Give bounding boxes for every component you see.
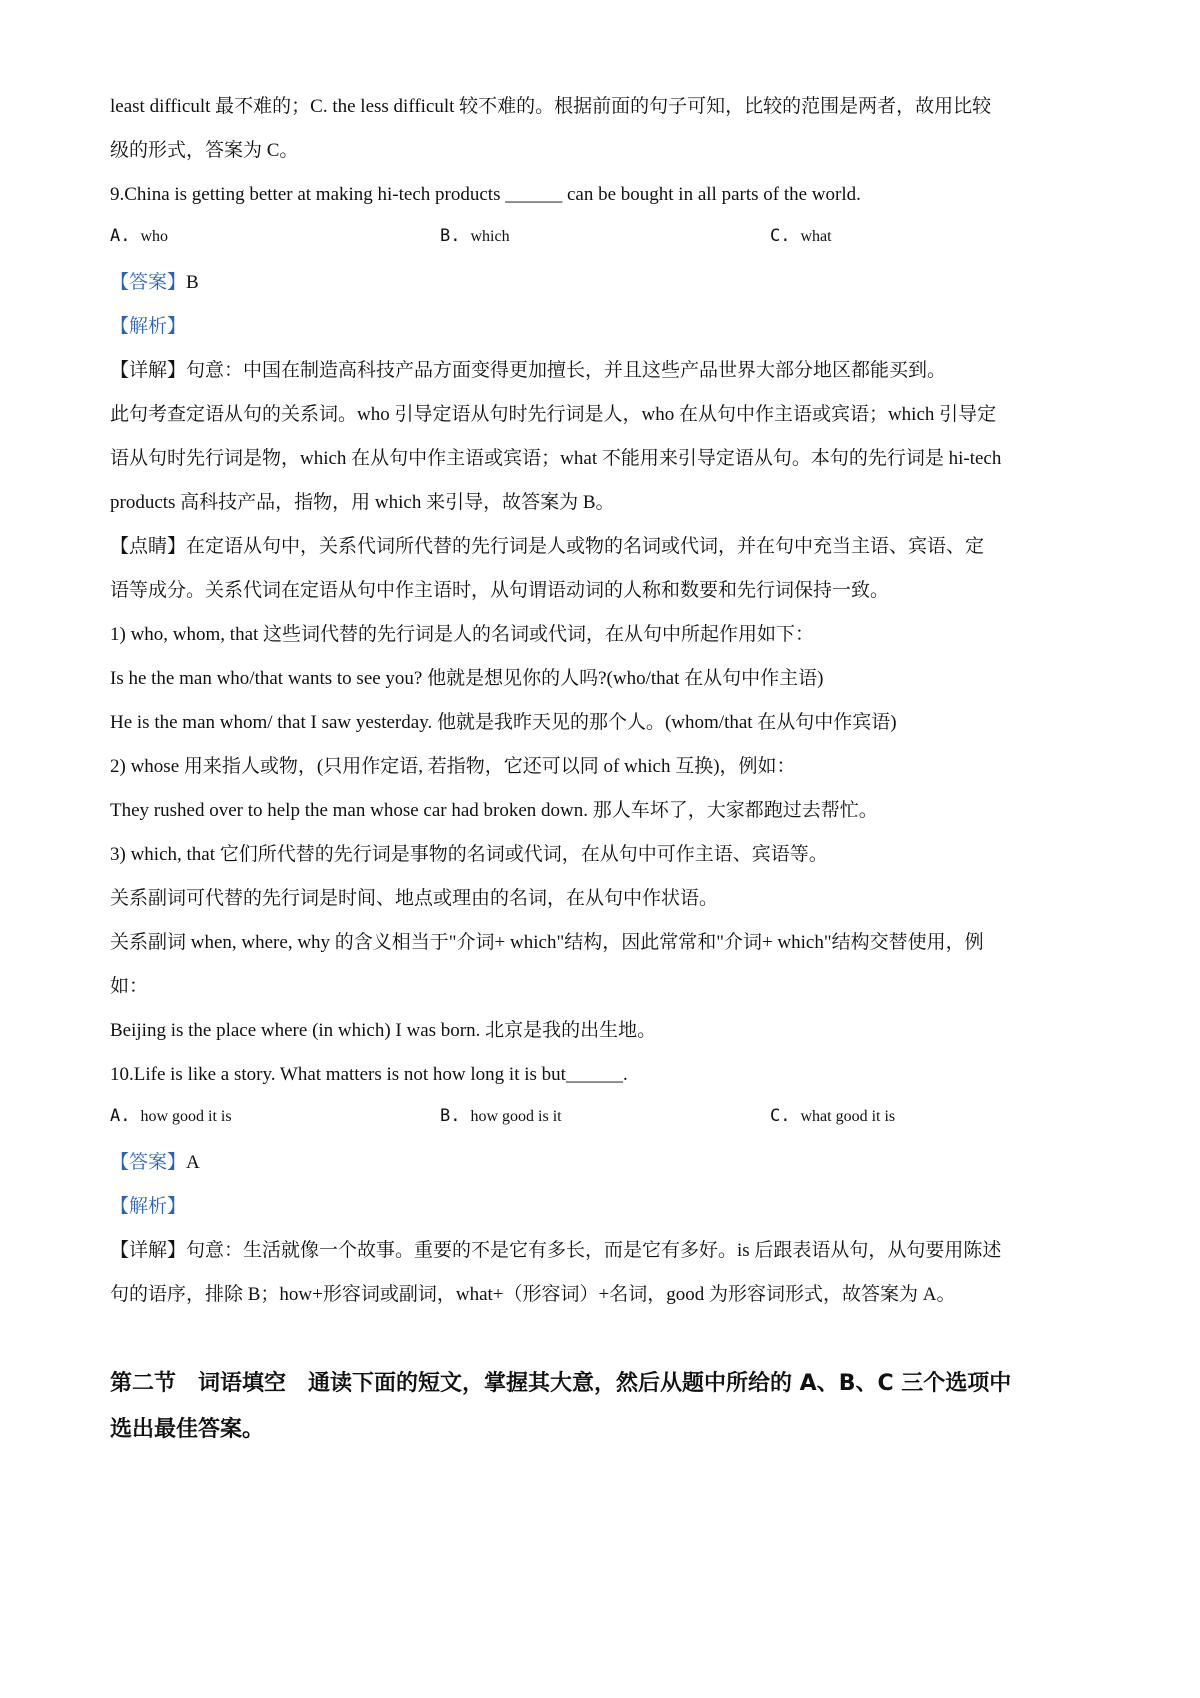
q9-detail-line: 此句考查定语从句的关系词。who 引导定语从句时先行词是人，who 在从句中作主语或宾语；which 引导定 — [110, 404, 997, 425]
q10-analysis-tag: 【解析】 — [110, 1196, 187, 1217]
q9-detail-line: 语等成分。关系代词在定语从句中作主语时，从句谓语动词的人称和数要和先行词保持一致。 — [110, 580, 890, 601]
answer-value: B — [186, 272, 199, 293]
q9-option-c — [770, 226, 832, 246]
option-letter: C. — [770, 1106, 791, 1126]
option-text: what good it is — [800, 1108, 896, 1125]
option-text: what — [800, 228, 832, 245]
q10-detail-line: 【详解】句意：生活就像一个故事。重要的不是它有多长，而是它有多好。is 后跟表语从句，从句要用陈述 — [110, 1240, 1002, 1261]
section-heading-line-2: 选出最佳答案。 — [110, 1417, 265, 1442]
q10-answer — [110, 1150, 1110, 1176]
option-letter: B. — [440, 1106, 461, 1126]
q9-detail-line: Beijing is the place where (in which) I was born. 北京是我的出生地。 — [110, 1020, 657, 1041]
answer-tag: 【答案】 — [110, 1152, 187, 1173]
answer-tag: 【答案】 — [110, 272, 187, 293]
q9-detail-line: 【详解】句意：中国在制造高科技产品方面变得更加擅长，并且这些产品世界大部分地区都能买到。 — [110, 360, 947, 381]
option-letter: B. — [440, 226, 461, 246]
q9-detail-line: 【点睛】在定语从句中，关系代词所代替的先行词是人或物的名词或代词，并在句中充当主语、宾语、定 — [110, 536, 985, 557]
option-letter: A. — [110, 1106, 131, 1126]
q9-detail-line: They rushed over to help the man whose car had broken down. 那人车坏了，大家都跑过去帮忙。 — [110, 800, 878, 821]
q9-detail-line: 语从句时先行词是物，which 在从句中作主语或宾语；what 不能用来引导定语从句。本句的先行词是 hi-tech — [110, 448, 1002, 469]
option-letter: A. — [110, 226, 131, 246]
q9-detail-line: 3) which, that 它们所代替的先行词是事物的名词或代词，在从句中可作主语、宾语等。 — [110, 844, 828, 865]
option-text: how good it is — [140, 1108, 232, 1125]
option-text: how good is it — [470, 1108, 562, 1125]
q9-detail-line: 2) whose 用来指人或物，(只用作定语, 若指物，它还可以同 of which 互换)，例如： — [110, 756, 796, 777]
q10-option-c — [770, 1106, 895, 1126]
answer-value: A — [186, 1152, 200, 1173]
q8-explanation-line-1: least difficult 最不难的；C. the less difficult 较不难的。根据前面的句子可知，比较的范围是两者，故用比较 — [110, 96, 992, 117]
q9-option-b — [440, 226, 510, 246]
section-heading-line-1: 第二节 词语填空 通读下面的短文，掌握其大意，然后从题中所给的 A、B、C 三个选项中 — [110, 1371, 1012, 1396]
option-text: which — [470, 228, 510, 245]
option-text: who — [140, 228, 169, 245]
q9-option-a — [110, 226, 168, 246]
q9-detail-line: 关系副词可代替的先行词是时间、地点或理由的名词，在从句中作状语。 — [110, 888, 719, 909]
q10-question: 10.Life is like a story. What matters is not how long it is but______. — [110, 1064, 628, 1085]
q9-detail-line: products 高科技产品，指物，用 which 来引导，故答案为 B。 — [110, 492, 615, 513]
q9-detail-line: 关系副词 when, where, why 的含义相当于"介词+ which"结构，因此常常和"介词+ which"结构交替使用，例 — [110, 932, 984, 953]
q9-analysis-tag: 【解析】 — [110, 316, 187, 337]
q9-detail-line: He is the man whom/ that I saw yesterday. 他就是我昨天见的那个人。(whom/that 在从句中作宾语) — [110, 712, 897, 733]
q10-detail-line: 句的语序，排除 B；how+形容词或副词，what+（形容词）+名词，good 为形容词形式，故答案为 A。 — [110, 1284, 956, 1305]
q8-explanation-line-2: 级的形式，答案为 C。 — [110, 140, 299, 161]
q9-detail-line: Is he the man who/that wants to see you? 他就是想见你的人吗?(who/that 在从句中作主语) — [110, 668, 824, 689]
q9-answer — [110, 270, 1110, 296]
q10-option-a — [110, 1106, 232, 1126]
option-letter: C. — [770, 226, 791, 246]
q10-option-b — [440, 1106, 562, 1126]
q9-detail-line: 1) who, whom, that 这些词代替的先行词是人的名词或代词，在从句中所起作用如下： — [110, 624, 815, 645]
q9-question: 9.China is getting better at making hi-tech products ______ can be bought in all parts of the world. — [110, 184, 861, 205]
q9-detail-line: 如： — [110, 976, 149, 997]
